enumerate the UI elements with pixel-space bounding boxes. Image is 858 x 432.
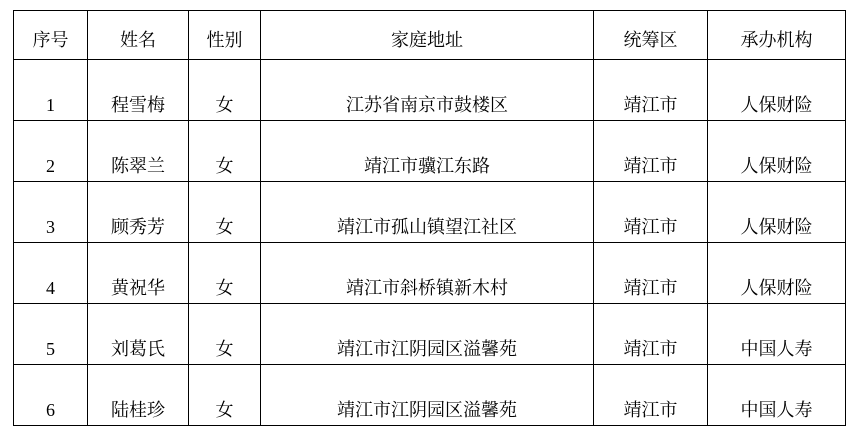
cell-region: 靖江市 bbox=[594, 121, 708, 182]
column-header-region: 统筹区 bbox=[594, 11, 708, 60]
table-row bbox=[14, 60, 846, 121]
table-row bbox=[14, 121, 846, 182]
cell-agency: 中国人寿 bbox=[708, 304, 846, 365]
cell-name: 顾秀芳 bbox=[88, 182, 189, 243]
cell-agency: 中国人寿 bbox=[708, 365, 846, 426]
cell-index: 5 bbox=[14, 304, 88, 365]
cell-name: 程雪梅 bbox=[88, 60, 189, 121]
cell-region: 靖江市 bbox=[594, 60, 708, 121]
column-header-index: 序号 bbox=[14, 11, 88, 60]
cell-agency: 人保财险 bbox=[708, 182, 846, 243]
column-header-agency: 承办机构 bbox=[708, 11, 846, 60]
table-row bbox=[14, 182, 846, 243]
cell-gender: 女 bbox=[189, 365, 261, 426]
cell-index: 1 bbox=[14, 60, 88, 121]
beneficiary-table bbox=[13, 10, 846, 426]
cell-index: 4 bbox=[14, 243, 88, 304]
cell-agency: 人保财险 bbox=[708, 60, 846, 121]
cell-region: 靖江市 bbox=[594, 182, 708, 243]
cell-address: 靖江市骥江东路 bbox=[261, 121, 594, 182]
column-header-name: 姓名 bbox=[88, 11, 189, 60]
cell-gender: 女 bbox=[189, 121, 261, 182]
cell-name: 陆桂珍 bbox=[88, 365, 189, 426]
cell-region: 靖江市 bbox=[594, 304, 708, 365]
cell-index: 3 bbox=[14, 182, 88, 243]
table-body bbox=[14, 60, 846, 426]
table-row bbox=[14, 243, 846, 304]
cell-name: 黄祝华 bbox=[88, 243, 189, 304]
cell-agency: 人保财险 bbox=[708, 121, 846, 182]
table-row bbox=[14, 304, 846, 365]
cell-address: 靖江市斜桥镇新木村 bbox=[261, 243, 594, 304]
cell-region: 靖江市 bbox=[594, 243, 708, 304]
cell-gender: 女 bbox=[189, 243, 261, 304]
cell-address: 靖江市江阴园区溢馨苑 bbox=[261, 304, 594, 365]
cell-address: 靖江市江阴园区溢馨苑 bbox=[261, 365, 594, 426]
table-row bbox=[14, 365, 846, 426]
cell-index: 2 bbox=[14, 121, 88, 182]
column-header-gender: 性别 bbox=[189, 11, 261, 60]
cell-address: 靖江市孤山镇望江社区 bbox=[261, 182, 594, 243]
cell-name: 陈翠兰 bbox=[88, 121, 189, 182]
cell-gender: 女 bbox=[189, 60, 261, 121]
cell-index: 6 bbox=[14, 365, 88, 426]
cell-region: 靖江市 bbox=[594, 365, 708, 426]
cell-gender: 女 bbox=[189, 182, 261, 243]
header-row bbox=[14, 11, 846, 60]
cell-address: 江苏省南京市鼓楼区 bbox=[261, 60, 594, 121]
table-head bbox=[14, 11, 846, 60]
cell-agency: 人保财险 bbox=[708, 243, 846, 304]
cell-gender: 女 bbox=[189, 304, 261, 365]
cell-name: 刘葛氏 bbox=[88, 304, 189, 365]
column-header-address: 家庭地址 bbox=[261, 11, 594, 60]
